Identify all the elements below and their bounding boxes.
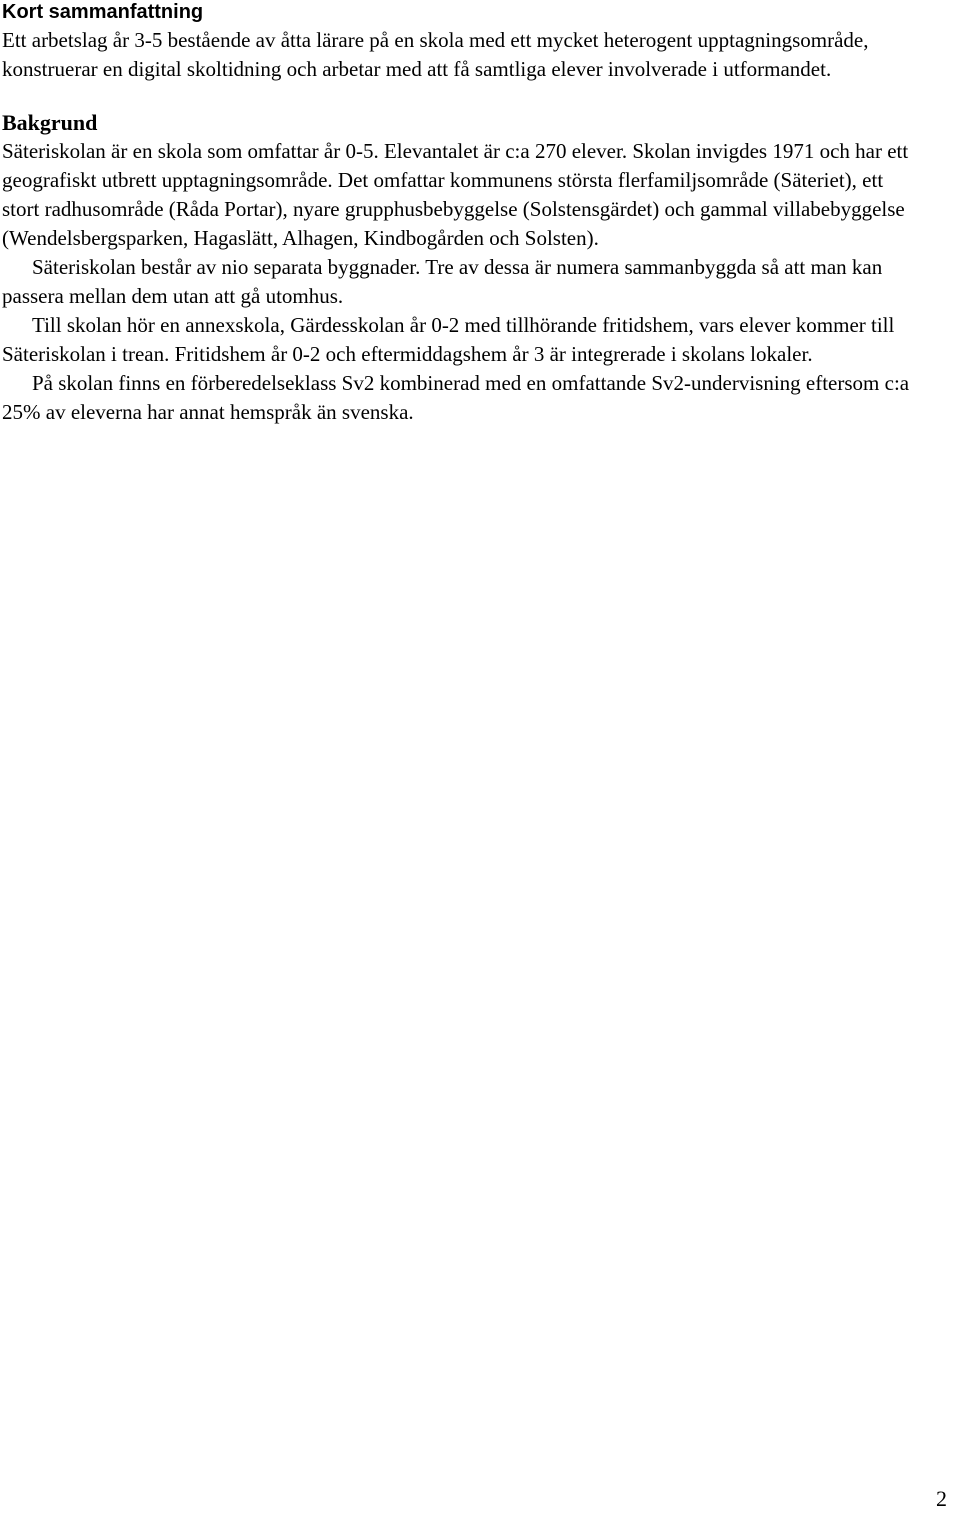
page-number: 2 <box>936 1486 947 1511</box>
background-paragraph-4: På skolan finns en förberedelseklass Sv2 kombinerad med en omfattande Sv2-undervisning eftersom c:a 25% av eleverna har annat hemspråk än svenska. <box>2 371 910 424</box>
background-paragraph-2: Säteriskolan består av nio separata byggnader. Tre av dessa är numera sammanbyggda så att man kan passera mellan dem utan att gå utomhus. <box>2 255 883 308</box>
summary-heading: Kort sammanfattning <box>2 1 204 23</box>
background-paragraph-3: Till skolan hör en annexskola, Gärdesskolan år 0-2 med tillhörande fritidshem, vars elever kommer till Säteriskolan i trean. Fritidshem år 0-2 och eftermiddagshem år 3 är integrerade i skolans lokaler. <box>2 313 895 366</box>
summary-paragraph: Ett arbetslag år 3-5 bestående av åtta lärare på en skola med ett mycket heterogent upptagningsområde, konstruerar en digital skoltidning och arbetar med att få samtliga elever involverade i utformandet. <box>2 28 869 81</box>
background-heading: Bakgrund <box>2 110 98 135</box>
document-page <box>2 0 912 427</box>
section-spacer <box>2 84 912 109</box>
background-paragraph-1: Säteriskolan är en skola som omfattar år 0-5. Elevantalet är c:a 270 elever. Skolan invigdes 1971 och har ett geografiskt utbrett upptagningsområde. Det omfattar kommunens största flerfamiljsområde (Säteriet), ett stort radhusområde (Råda Portar), nyare grupphusbebyggelse (Solstensgärdet) och gammal villabebyggelse (Wendelsbergsparken, Hagaslätt, Alhagen, Kindbogården och Solsten). <box>2 139 909 250</box>
